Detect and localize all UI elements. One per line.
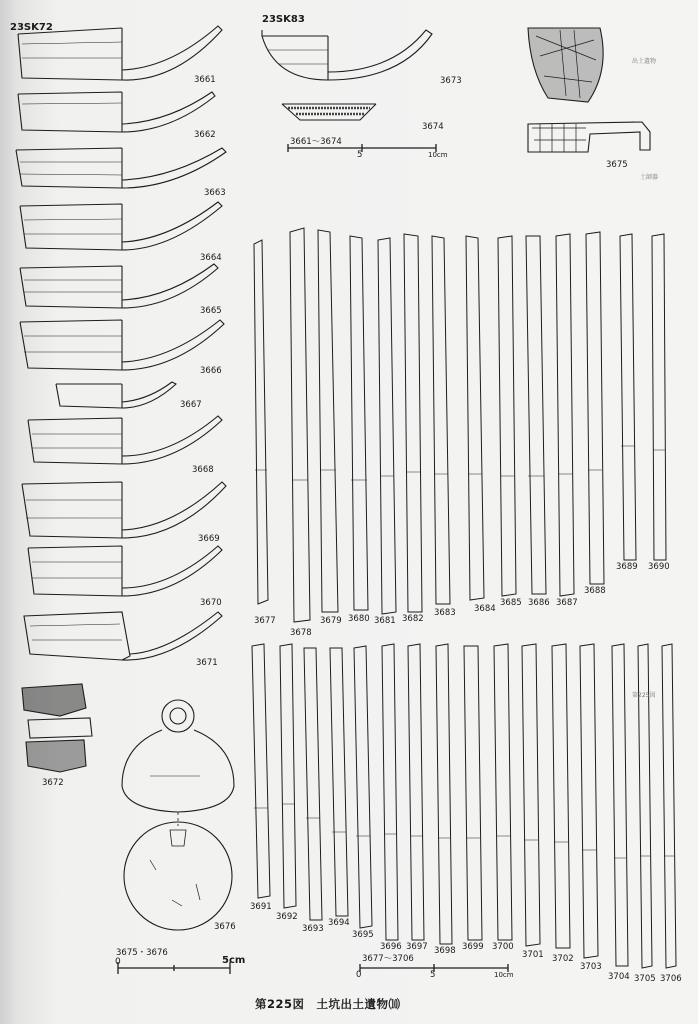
bowl-3663 (16, 148, 226, 188)
weight-3676 (122, 700, 234, 930)
stick-number: 3697 (406, 942, 428, 952)
item-number-3672: 3672 (42, 778, 64, 788)
stick-number: 3699 (462, 942, 484, 952)
bowl-3670 (28, 546, 222, 596)
stick-number: 3685 (500, 598, 522, 608)
bowl-3669 (22, 482, 226, 538)
stick-number: 3686 (528, 598, 550, 608)
stick-number: 3688 (584, 586, 606, 596)
stick-number: 3691 (250, 902, 272, 912)
stick-number: 3677 (254, 616, 276, 626)
bowl-number: 3667 (180, 400, 202, 410)
sherd-3675 (528, 28, 650, 152)
stick-number: 3706 (660, 974, 682, 984)
stick-number: 3696 (380, 942, 402, 952)
stick-number: 3703 (580, 962, 602, 972)
bowl-number: 3663 (204, 188, 226, 198)
bowl-3665 (20, 264, 218, 308)
scale-label-3661-3674: 3661～3674 (290, 137, 342, 147)
bowl-3667 (56, 382, 176, 408)
bowl-number: 3665 (200, 306, 222, 316)
bowl-3664 (20, 202, 222, 250)
stick-number: 3704 (608, 972, 630, 982)
stick-number: 3698 (434, 946, 456, 956)
sherd-3672 (22, 684, 92, 772)
scale2-label: 3675・3676 (116, 948, 168, 958)
stick-number: 3690 (648, 562, 670, 572)
stick-number: 3682 (402, 614, 424, 624)
stick-number: 3694 (328, 918, 350, 928)
stick-number: 3705 (634, 974, 656, 984)
figure-caption: 第225図 土坑出土遺物⑽ (255, 997, 401, 1011)
bowl-3662 (18, 92, 215, 132)
bowl-3666 (20, 320, 224, 370)
bowl-number: 3662 (194, 130, 216, 140)
stick-number: 3695 (352, 930, 374, 940)
stick-number: 3680 (348, 614, 370, 624)
bowl-number: 3666 (200, 366, 222, 376)
scale3-zero: 0 (356, 970, 362, 980)
stick-number: 3679 (320, 616, 342, 626)
scale-mid-label: 5 (357, 150, 363, 160)
bowl-number: 3669 (198, 534, 220, 544)
margin-note: 第225図 (632, 692, 656, 699)
stick-number: 3681 (374, 616, 396, 626)
margin-note: 出土遺物 (632, 58, 657, 65)
dish-3673 (262, 30, 432, 80)
stick-number: 3702 (552, 954, 574, 964)
stick-number: 3687 (556, 598, 578, 608)
sticks-row-1 (254, 228, 666, 622)
item-number-3674: 3674 (422, 122, 444, 132)
scale-end-label: 10cm (428, 151, 448, 159)
item-number-3676: 3676 (214, 922, 236, 932)
stick-number: 3700 (492, 942, 514, 952)
stick-number: 3683 (434, 608, 456, 618)
item-number-3673: 3673 (440, 76, 462, 86)
lid-3674 (282, 104, 376, 120)
margin-note: 土師器 (640, 174, 659, 181)
scale3-mid: 5 (430, 970, 436, 980)
scale2-end: 5cm (222, 955, 246, 966)
bowl-number: 3671 (196, 658, 218, 668)
stick-number: 3701 (522, 950, 544, 960)
sticks-row-2 (252, 644, 676, 968)
bowl-3661 (18, 26, 222, 80)
bowl-number: 3664 (200, 253, 222, 263)
stick-number: 3692 (276, 912, 298, 922)
bowl-3668 (28, 416, 222, 464)
group-label-sk83: 23SK83 (262, 14, 305, 25)
scale2-zero: 0 (115, 957, 121, 967)
group-label-sk72: 23SK72 (10, 22, 53, 33)
item-number-3675: 3675 (606, 160, 628, 170)
stick-number: 3693 (302, 924, 324, 934)
bowl-3671 (24, 612, 222, 660)
stick-number: 3678 (290, 628, 312, 638)
stick-number: 3684 (474, 604, 496, 614)
stick-number: 3689 (616, 562, 638, 572)
scale3-end: 10cm (494, 971, 514, 979)
bowl-number: 3661 (194, 75, 216, 85)
scale-bar-3675-3676 (118, 962, 230, 974)
scale3-label: 3677～3706 (362, 954, 414, 964)
bowl-number: 3668 (192, 465, 214, 475)
bowl-number: 3670 (200, 598, 222, 608)
